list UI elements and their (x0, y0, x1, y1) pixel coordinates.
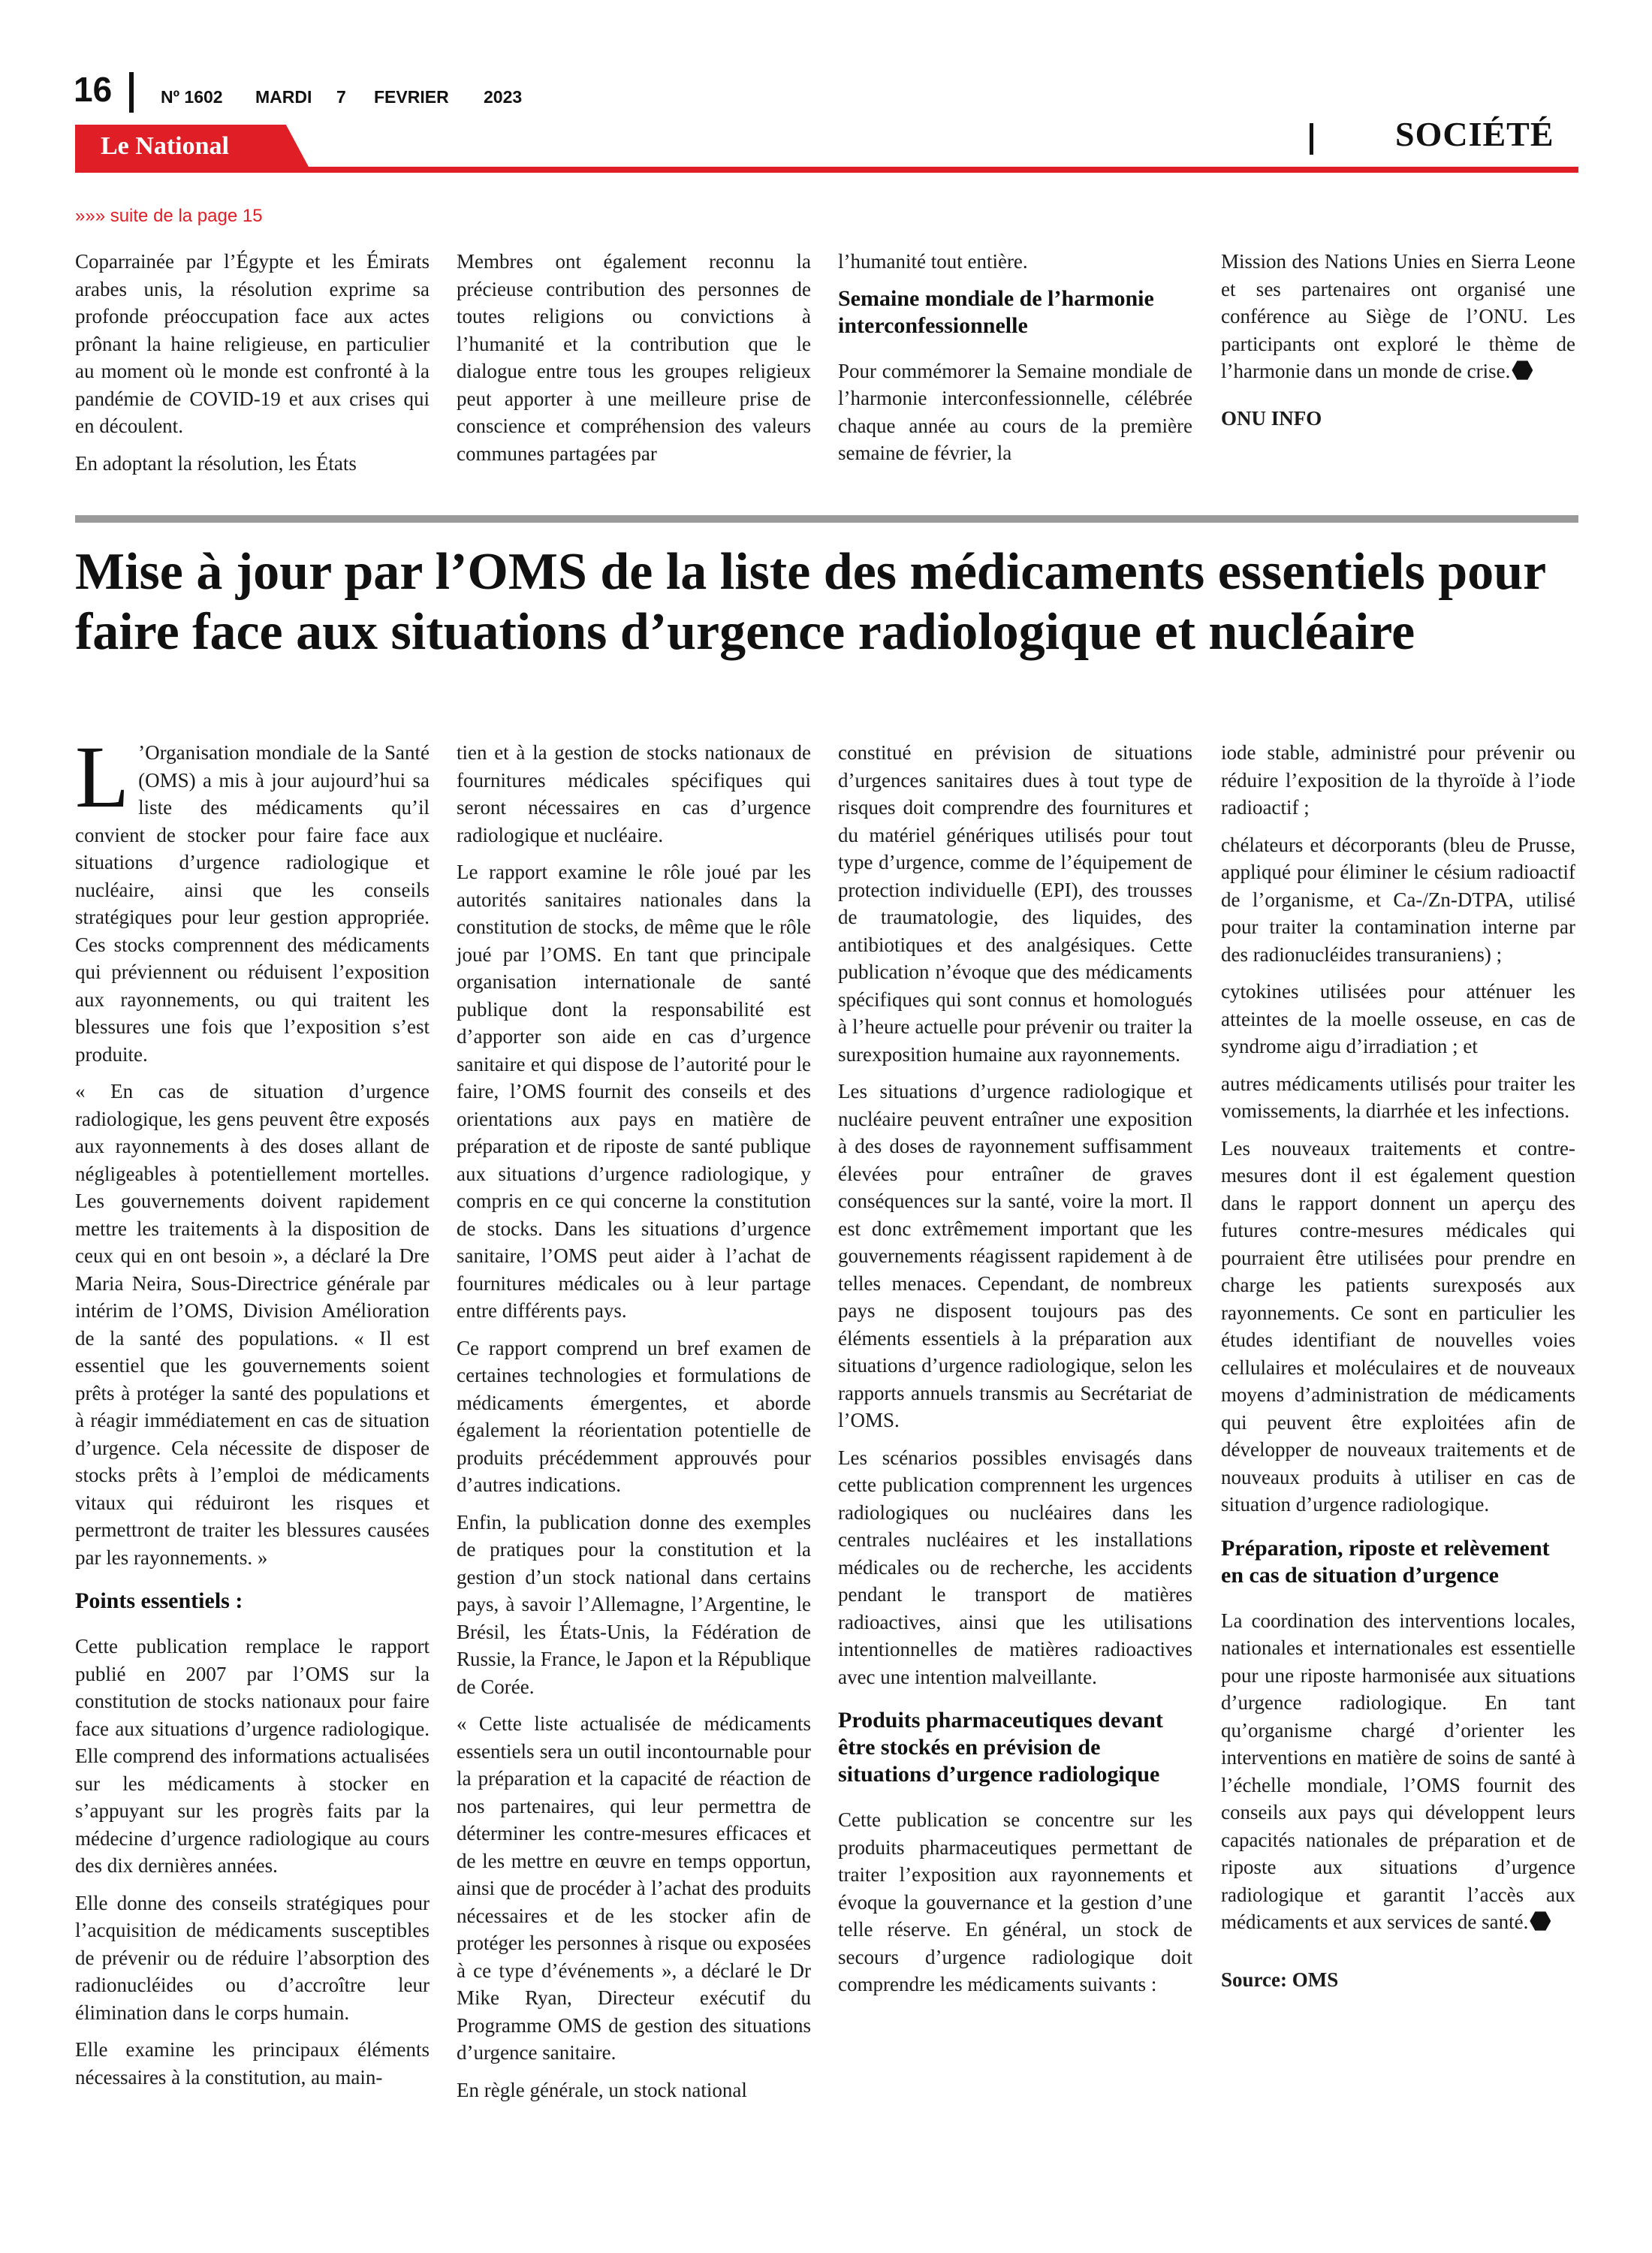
section-divider (1310, 123, 1313, 155)
issue-month: FEVRIER (374, 87, 449, 107)
subheading: Préparation, riposte et relèvement en cas de situation d’urgence (1221, 1535, 1550, 1588)
prev-article-column-3 (838, 248, 1192, 477)
paragraph-text: La coordination des interventions locales, nationales et internationales est essentielle pour une riposte harmonisée aux situations d’urgence radiologique. En tant qu’organisme chargé d’orienter les interventions en matière de soins de santé à l’échelle mondiale, l’OMS fournit des conseils aux pays qui développent leurs capacités nationales de préparation et de riposte aux situations d’urgence radiologique et garantit l’accès aux médicaments et aux services de santé. (1221, 1609, 1575, 1933)
prev-article-column-2 (457, 248, 811, 477)
header-rule (75, 167, 1578, 173)
paragraph (1221, 1607, 1575, 1936)
prev-article-column-4 (1221, 248, 1575, 442)
article-divider (75, 515, 1578, 523)
article-column-4 (1221, 739, 1575, 2003)
paragraph (75, 728, 430, 1068)
brand-logo: Le National (101, 132, 229, 160)
article-source: Source: OMS (1221, 1968, 1339, 1991)
paragraph-text: ’Organisation mondiale de la Santé (OMS) a mis à jour aujourd’hui sa liste des médicaments qu’il convient de stocker pour faire face aux situations d’urgence radiologique et nucléaire, ainsi que les conseils stratégiques pour leur gestion appropriée. Ces stocks comprennent des médicaments qui préviennent ou réduisent l’exposition aux rayonnements, ou qui traitent les blessures une fois que l’exposition s’est produite. (75, 741, 430, 1066)
paragraph: Enfin, la publication donne des exemples de pratiques pour la constitution et la gestion d’un stock national dans certains pays, à savoir l’Allemagne, l’Argentine, le Brésil, les États-Unis, la Fédération de Russie, la France, le Japon et la République de Corée. (457, 1510, 811, 1698)
paragraph: Les scénarios possibles envisagés dans cette publication comprennent les urgences radiologiques ou nucléaires dans les centrales nucléaires et les installations médicales ou de recherche, les accidents pendant le transport de matières radioactives, ainsi que les utilisations intentionnelles de matières radioactives avec une intention malveillante. (838, 1446, 1192, 1688)
paragraph: « En cas de situation d’urgence radiologique, les gens peuvent être exposés aux rayonnements à des doses allant de négligeables à potentiellement mortelles. Les gouvernements doivent rapidement mettre les traitements à la disposition de ceux qui en ont besoin », a déclaré la Dre Maria Neira, Sous-Directrice générale par intérim de l’OMS, Division Amélioration de la santé des populations. « Il est essentiel que les gouvernements soient prêts à protéger la santé des populations et à réagir immédiatement en cas de situation d’urgence. Cela nécessite de disposer de stocks prêts à l’emploi de médicaments vitaux qui réduiront les risques et permettront de traiter les blessures causées par les rayonnements. » (75, 1080, 430, 1569)
paragraph: constitué en prévision de situations d’urgences sanitaires dues à tout type de risques doit comprendre des fournitures et du matériel génériques utilisés pour tout type d’urgence, comme de l’équipement de protection individuelle (EPI), des trousses de traumatologie, des liquides, des antibiotiques et des analgésiques. Cette publication n’évoque que des médicaments spécifiques qui sont connus et homologués à l’heure actuelle pour prévenir ou traiter la surexposition humaine aux rayonnements. (838, 741, 1192, 1066)
drop-cap: L (75, 728, 130, 826)
paragraph: Ce rapport comprend un bref examen de certaines technologies et formulations de médicaments émergentes, et aborde également la réorientation potentielle de produits précédemment approuvés pour d’autres indications. (457, 1336, 811, 1496)
list-item: cytokines utilisées pour atténuer les atteintes de la moelle osseuse, en cas de syndrome aigu d’irradiation ; et (1221, 980, 1575, 1057)
paragraph: Le rapport examine le rôle joué par les autorités sanitaires nationales dans la constitution de stocks, de même que le rôle joué par l’OMS. En tant que principale organisation internationale de santé publique dont la responsabilité est d’apporter son aide en cas d’urgence sanitaire et qui dispose de l’autorité pour le faire, l’OMS fournit des conseils et des orientations aux pays en matière de préparation et de riposte de santé publique aux situations d’urgence radiologique, y compris en ce qui concerne la constitution de stocks. Dans les situations d’urgence sanitaire, l’OMS peut aider à l’achat de fournitures médicales ou à leur partage entre différents pays. (457, 861, 811, 1322)
section-title: SOCIÉTÉ (1395, 115, 1554, 153)
paragraph: Elle donne des conseils stratégiques pour l’acquisition de médicaments susceptibles de prévenir ou de réduire l’absorption des radionucléides ou d’accroître leur élimination dans le corps humain. (75, 1891, 430, 2024)
issue-number: Nº 1602 (161, 87, 223, 107)
list-item: autres médicaments utilisés pour traiter les vomissements, la diarrhée et les infections. (1221, 1072, 1575, 1122)
article-column-1 (75, 728, 430, 2101)
continued-from-note: »»» suite de la page 15 (75, 206, 263, 226)
paragraph: En adoptant la résolution, les États (75, 451, 357, 475)
paragraph: Pour commémorer la Semaine mondiale de l’harmonie interconfessionnelle, célébrée chaque année au cours de la première semaine de février, la (838, 359, 1192, 464)
prev-article-column-1 (75, 248, 430, 487)
paragraph: l’humanité tout entière. (838, 250, 1028, 273)
paragraph: Les situations d’urgence radiologique et nucléaire peuvent entraîner une exposition à des doses de rayonnement suffisamment élevées pour entraîner de graves conséquences sur la santé, voire la mort. Il est donc extrêmement important que les gouvernements réagissent rapidement à de telles menaces. Cependant, de nombreux pays ne disposent toujours pas des éléments essentiels à la préparation aux situations d’urgence radiologique, selon les rapports annuels transmis au Secrétariat de l’OMS. (838, 1080, 1192, 1431)
article-headline: Mise à jour par l’OMS de la liste des médicaments essentiels pour faire face aux situations d’urgence radiologique et nucléaire (75, 543, 1545, 661)
end-mark-icon (1512, 360, 1533, 381)
paragraph: Membres ont également reconnu la précieuse contribution des personnes de toutes religions ou convictions à l’humanité et la contribution que le dialogue entre tous les groupes religieux peut apporter à une meilleure prise de conscience et compréhension des valeurs communes partagées par (457, 250, 811, 465)
paragraph: « Cette liste actualisée de médicaments essentiels sera un outil incontournable pour la préparation et la capacité de réaction de nos partenaires, qui leur permettra de déterminer les contre-mesures efficaces et de les mettre en œuvre en temps opportun, ainsi que de procéder à l’achat des produits nécessaires et de les stocker afin de protéger les personnes à risque ou exposées à ce type d’événements », a déclaré le Dr Mike Ryan, Directeur exécutif du Programme OMS de gestion des situations d’urgence sanitaire. (457, 1712, 811, 2064)
page-number: 16 (74, 70, 113, 109)
subheading: Semaine mondiale de l’harmonie interconfessionnelle (838, 285, 1154, 338)
paragraph: Elle examine les principaux éléments nécessaires à la constitution, au main- (75, 2038, 430, 2089)
paragraph (1221, 248, 1575, 385)
list-item: iode stable, administré pour prévenir ou réduire l’exposition de la thyroïde à l’iode radioactif ; (1221, 741, 1575, 819)
paragraph: Coparrainée par l’Égypte et les Émirats arabes unis, la résolution exprime sa profonde préoccupation face aux actes prônant la haine religieuse, en particulier au moment où le monde est confronté à la pandémie de COVID-19 et aux crises qui en découlent. (75, 250, 430, 437)
subheading: Points essentiels : (75, 1588, 243, 1613)
paragraph: Cette publication se concentre sur les produits pharmaceutiques permettant de traiter l’exposition aux rayonnements et évoque la gouvernance et la gestion d’une telle réserve. En général, un stock de secours d’urgence radiologique doit comprendre les médicaments suivants : (838, 1808, 1192, 1995)
paragraph: Les nouveaux traitements et contre-mesures dont il est également question dans le rapport donnent un aperçu des futures contre-mesures médicales qui pourraient être utilisées pour prendre en charge les patients surexposés aux rayonnements. Ce sont en particulier les études identifiant de nouvelles voies cellulaires et moléculaires et de nouveaux moyens d’administration de médicaments qui peuvent être exploitées afin de développer de nouveaux traitements et de nouveaux produits à utiliser en cas de situation d’urgence radiologique. (1221, 1136, 1575, 1516)
paragraph: Cette publication remplace le rapport publié en 2007 par l’OMS sur la constitution de stocks nationaux pour faire face aux situations d’urgence radiologique. Elle comprend des informations actualisées sur les médicaments à stocker en s’appuyant sur les progrès faits par la médecine d’urgence radiologique au cours des dix dernières années. (75, 1635, 430, 1877)
issue-year: 2023 (484, 87, 523, 107)
issue-day: 7 (336, 87, 346, 107)
page-number-divider (129, 72, 134, 113)
issue-day-name: MARDI (255, 87, 312, 107)
paragraph: En règle générale, un stock national (457, 2078, 747, 2101)
list-item: chélateurs et décorporants (bleu de Prusse, appliqué pour éliminer le césium radioactif de l’organisme, et Ca-/Zn-DTPA, utilisé pour traiter la contamination interne par des radionucléides transuraniens) ; (1221, 833, 1575, 966)
subheading: Produits pharmaceutiques devant être stockés en prévision de situations d’urgence radiologique (838, 1708, 1163, 1787)
paragraph-text: Mission des Nations Unies en Sierra Leone et ses partenaires ont organisé une conférence au Siège de l’ONU. Les participants ont exploré le thème de l’harmonie dans un monde de crise. (1221, 250, 1575, 382)
article-column-3 (838, 739, 1192, 2008)
signature: ONU INFO (1221, 406, 1322, 430)
paragraph: tien et à la gestion de stocks nationaux de fournitures médicales spécifiques qui seront nécessaires en cas d’urgence radiologique et nucléaire. (457, 741, 811, 846)
end-mark-icon (1530, 1911, 1551, 1932)
article-column-2 (457, 739, 811, 2113)
